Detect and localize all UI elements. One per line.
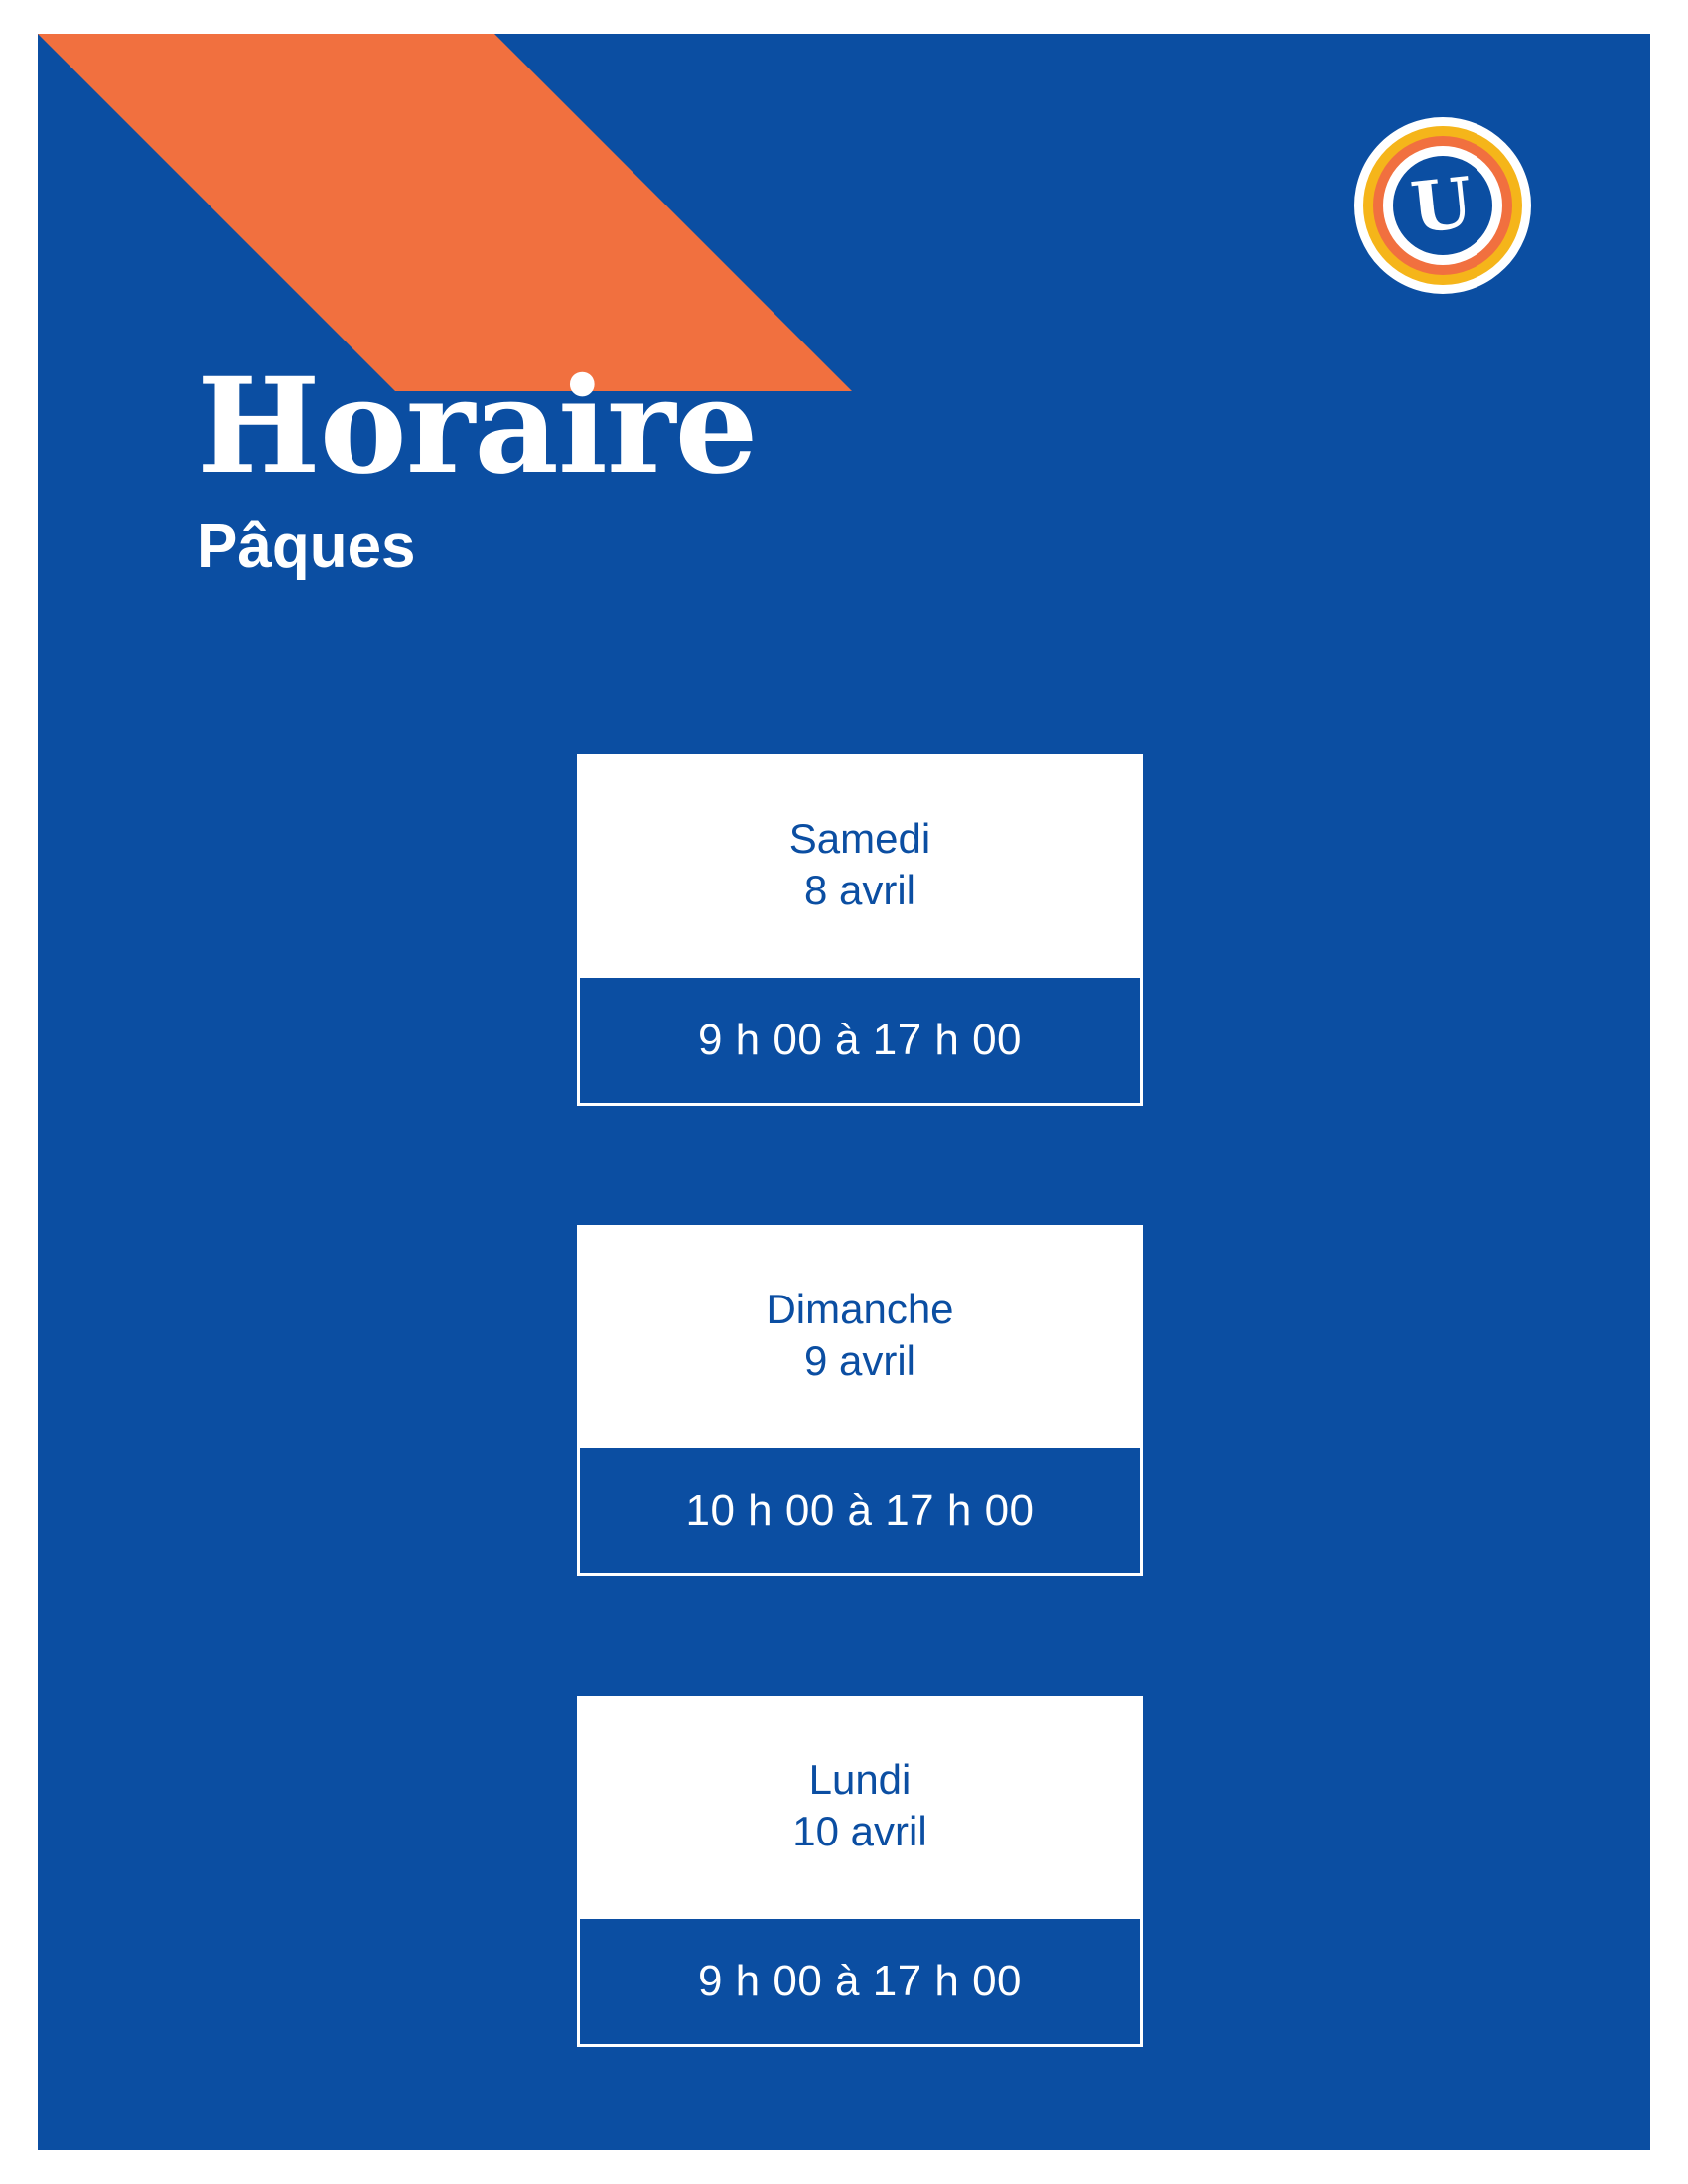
- schedule-card: [577, 754, 1143, 1106]
- schedule-hours: 9 h 00 à 17 h 00: [577, 975, 1143, 1106]
- schedule-card: [577, 1225, 1143, 1576]
- schedule-date: 9 avril: [803, 1337, 916, 1384]
- title-block: [197, 349, 758, 581]
- schedule-date: 8 avril: [803, 867, 916, 913]
- schedule-day: Dimanche: [766, 1285, 954, 1332]
- schedule-card-header: [577, 1225, 1143, 1445]
- poster: [38, 34, 1650, 2150]
- schedule-card-header: [577, 1696, 1143, 1916]
- schedule-day: Samedi: [788, 814, 931, 862]
- u-logo: [1352, 115, 1533, 296]
- schedule-card-header: [577, 754, 1143, 975]
- page-subtitle: Pâques: [197, 512, 416, 581]
- page-title: Horaire: [197, 349, 758, 503]
- schedule-list: [577, 754, 1143, 2047]
- schedule-card: [577, 1696, 1143, 2047]
- schedule-hours: 9 h 00 à 17 h 00: [577, 1916, 1143, 2047]
- schedule-hours: 10 h 00 à 17 h 00: [577, 1445, 1143, 1576]
- schedule-day: Lundi: [808, 1755, 912, 1803]
- schedule-date: 10 avril: [792, 1808, 927, 1854]
- svg-text:U: U: [1407, 161, 1477, 250]
